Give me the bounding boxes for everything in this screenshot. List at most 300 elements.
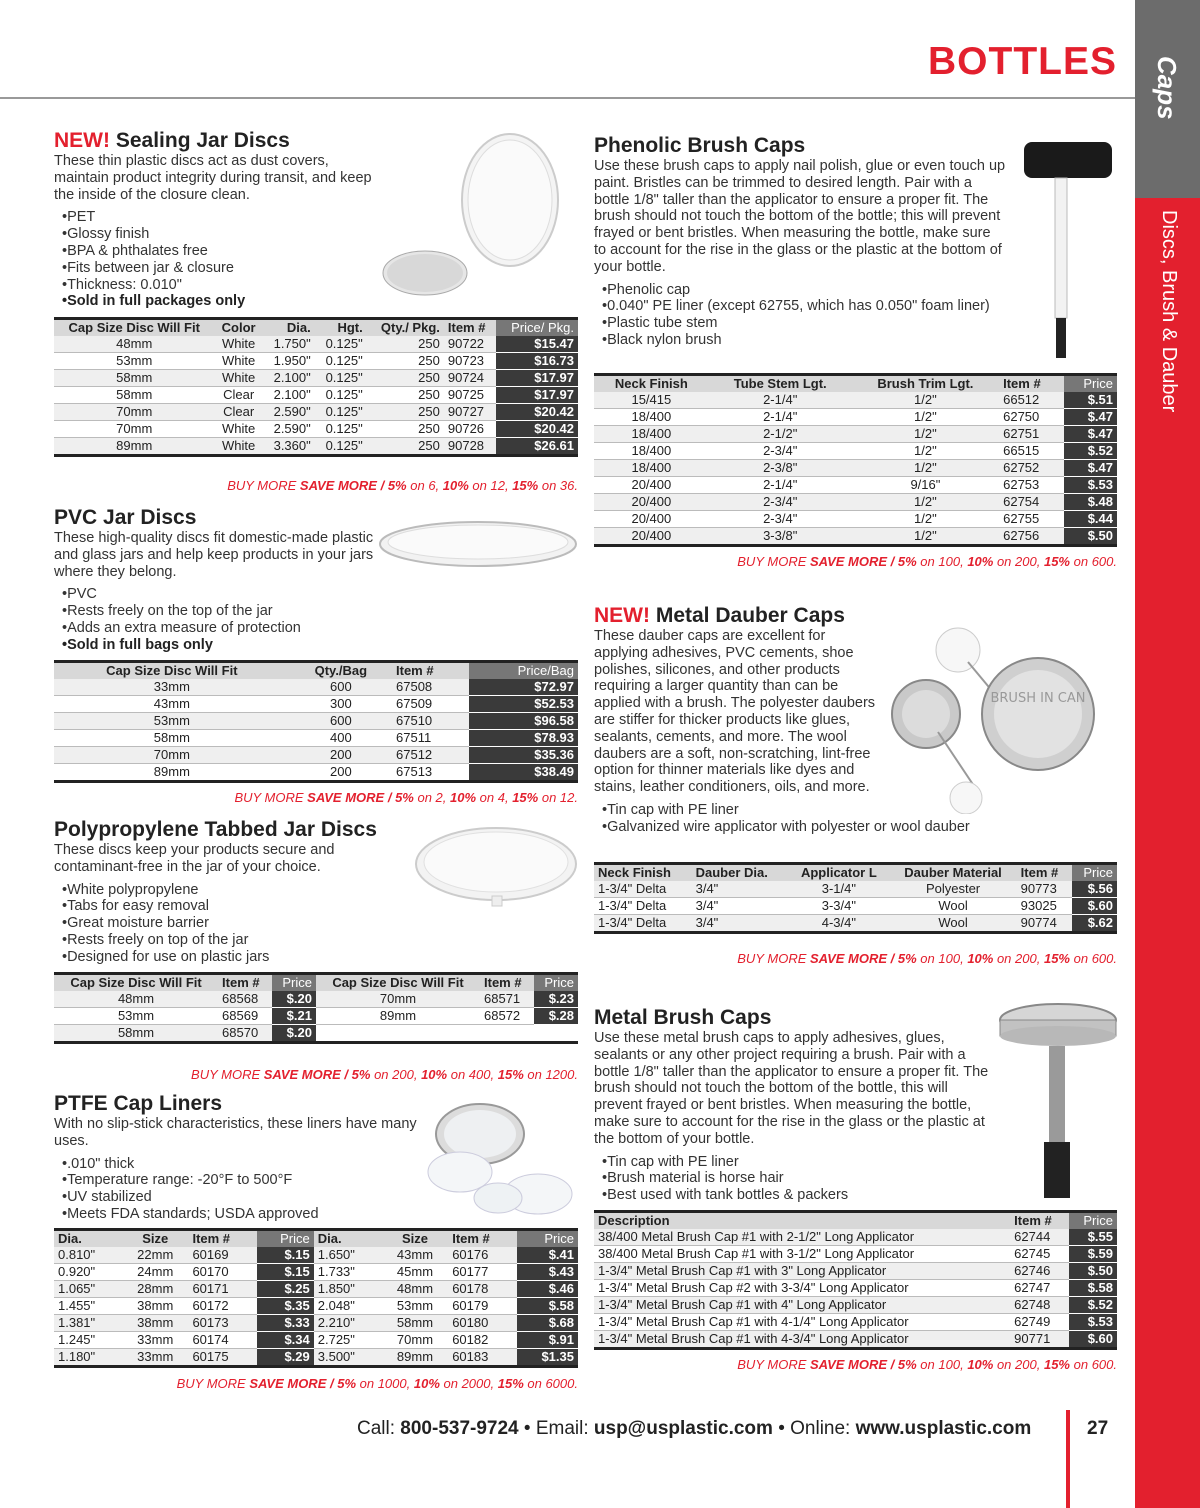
table-cell: 60172 xyxy=(188,1298,257,1315)
table-cell: 93025 xyxy=(1017,898,1072,915)
table-cell: 0.125" xyxy=(315,336,367,353)
table-cell: 90774 xyxy=(1017,915,1072,933)
table-cell: $.41 xyxy=(517,1247,578,1264)
caps-tab-label: Caps xyxy=(1152,56,1182,120)
feature-item: • Black nylon brush xyxy=(602,332,1006,349)
table-cell: 18/400 xyxy=(594,460,709,477)
section-title: Phenolic Brush Caps xyxy=(594,134,806,157)
table-row xyxy=(594,915,1117,933)
table-cell: $.47 xyxy=(1064,460,1117,477)
table-cell: 20/400 xyxy=(594,528,709,546)
feature-list xyxy=(54,586,384,653)
table-cell: 0.125" xyxy=(315,404,367,421)
table-cell: 300 xyxy=(290,696,392,713)
table-row xyxy=(594,1314,1117,1331)
table-cell: Wool xyxy=(889,915,1016,933)
column-header: Color xyxy=(214,319,262,337)
table-cell: 68571 xyxy=(480,991,534,1008)
feature-item: • Fits between jar & closure xyxy=(62,260,384,277)
table-cell: 3/4" xyxy=(692,881,789,898)
table-cell: $.43 xyxy=(517,1264,578,1281)
feature-item: • PET xyxy=(62,209,384,226)
feature-item: • Tin cap with PE liner xyxy=(602,802,1024,819)
cap-emboss-text: BRUSH IN CAN xyxy=(990,691,1086,706)
table-cell: $72.97 xyxy=(469,679,578,696)
table-cell: 600 xyxy=(290,713,392,730)
polypropylene-disc-image xyxy=(412,824,580,910)
table-cell: 43mm xyxy=(54,696,290,713)
table-cell: 53mm xyxy=(54,1008,218,1025)
table-cell: 15/415 xyxy=(594,392,709,409)
table-cell: Clear xyxy=(214,404,262,421)
table-row xyxy=(54,991,578,1008)
table-cell: 1.065" xyxy=(54,1281,122,1298)
table-cell: 2.210" xyxy=(314,1315,382,1332)
table-cell: 62745 xyxy=(1010,1246,1069,1263)
table-cell: $20.42 xyxy=(496,421,578,438)
table-cell: 2-1/4" xyxy=(709,392,852,409)
table-cell: $78.93 xyxy=(469,730,578,747)
table-cell: $20.42 xyxy=(496,404,578,421)
table-cell: 60176 xyxy=(448,1247,517,1264)
table-cell: $.20 xyxy=(272,1025,316,1043)
table-cell: 3.360" xyxy=(263,438,315,456)
table-cell: 60177 xyxy=(448,1264,517,1281)
table-cell: 62748 xyxy=(1010,1297,1069,1314)
table-cell: 0.920" xyxy=(54,1264,122,1281)
table-row xyxy=(54,1264,578,1281)
column-header: Item # xyxy=(1017,864,1072,882)
table-row xyxy=(594,392,1117,409)
table-cell: $.91 xyxy=(517,1332,578,1349)
column-header: Dia. xyxy=(314,1230,382,1248)
column-header: Price xyxy=(517,1230,578,1248)
section-description: These high-quality discs fit domestic-made plastic and glass jars and help keep products in your jars where they belong. xyxy=(54,530,374,580)
feature-item: • Rests freely on top of the jar xyxy=(62,932,414,949)
table-row xyxy=(594,881,1117,898)
table-row xyxy=(54,336,578,353)
table-cell: 62749 xyxy=(1010,1314,1069,1331)
polypropylene-table xyxy=(54,972,578,1044)
table-cell: 1.180" xyxy=(54,1349,122,1367)
table-cell: 38mm xyxy=(122,1315,188,1332)
feature-item: • BPA & phthalates free xyxy=(62,243,384,260)
table-cell: 62753 xyxy=(999,477,1064,494)
table-cell: 1/2" xyxy=(852,443,999,460)
table-cell: $26.61 xyxy=(496,438,578,456)
table-cell: $.50 xyxy=(1069,1263,1117,1280)
feature-item: • UV stabilized xyxy=(62,1189,434,1206)
feature-item: • Tin cap with PE liner xyxy=(602,1154,994,1171)
table-cell: $38.49 xyxy=(469,764,578,782)
table-cell: $.59 xyxy=(1069,1246,1117,1263)
table-cell: 3-3/8" xyxy=(709,528,852,546)
column-header: Dia. xyxy=(54,1230,122,1248)
table-cell: $.58 xyxy=(1069,1280,1117,1297)
table-cell: $15.47 xyxy=(496,336,578,353)
pvc-disc-image xyxy=(378,518,580,576)
table-cell: $1.35 xyxy=(517,1349,578,1367)
table-cell: 38/400 Metal Brush Cap #1 with 2-1/2" Long Applicator xyxy=(594,1229,1010,1246)
table-cell: 0.125" xyxy=(315,370,367,387)
table-cell: 38/400 Metal Brush Cap #1 with 3-1/2" Long Applicator xyxy=(594,1246,1010,1263)
table-cell: $.68 xyxy=(517,1315,578,1332)
table-cell: Clear xyxy=(214,387,262,404)
table-cell: Polyester xyxy=(889,881,1016,898)
table-row xyxy=(594,477,1117,494)
metal-brush-caps-section xyxy=(594,1006,994,1204)
column-header: Qty./ Pkg. xyxy=(367,319,444,337)
table-cell: 2-1/2" xyxy=(709,426,852,443)
table-row xyxy=(54,1008,578,1025)
feature-item: • Glossy finish xyxy=(62,226,384,243)
section-title: Metal Brush Caps xyxy=(594,1006,772,1029)
table-cell: 1-3/4" Metal Brush Cap #1 with 4-3/4" Long Applicator xyxy=(594,1331,1010,1349)
table-cell: 60171 xyxy=(188,1281,257,1298)
table-cell: 70mm xyxy=(316,991,480,1008)
table-cell: 90725 xyxy=(444,387,496,404)
table-cell: 2-1/4" xyxy=(709,409,852,426)
column-header: Size xyxy=(122,1230,188,1248)
table-cell: 1.245" xyxy=(54,1332,122,1349)
table-cell: 33mm xyxy=(122,1349,188,1367)
table-cell: $.47 xyxy=(1064,426,1117,443)
table-cell: $.58 xyxy=(517,1298,578,1315)
table-row xyxy=(594,898,1117,915)
table-cell: 20/400 xyxy=(594,511,709,528)
table-cell: 68568 xyxy=(218,991,272,1008)
table-cell: 1.733" xyxy=(314,1264,382,1281)
buy-more-note: BUY MORE SAVE MORE / 5% on 100, 10% on 200, 15% on 600. xyxy=(737,1357,1117,1372)
column-header: Item # xyxy=(999,375,1064,393)
table-cell: 1.381" xyxy=(54,1315,122,1332)
column-header: Item # xyxy=(1010,1212,1069,1230)
table-cell: 90726 xyxy=(444,421,496,438)
table-cell: 62750 xyxy=(999,409,1064,426)
pvc-jar-discs-section xyxy=(54,506,384,654)
table-cell: 2.725" xyxy=(314,1332,382,1349)
column-header: Item # xyxy=(218,974,272,992)
ptfe-liner-image xyxy=(420,1100,580,1218)
table-row xyxy=(594,443,1117,460)
table-cell: 60173 xyxy=(188,1315,257,1332)
table-cell: $.53 xyxy=(1064,477,1117,494)
sealing-jar-discs-section xyxy=(54,129,384,310)
table-cell: 90723 xyxy=(444,353,496,370)
table-cell: 1-3/4" Delta xyxy=(594,915,692,933)
column-header: Dauber Dia. xyxy=(692,864,789,882)
metal-brush-cap-image xyxy=(996,996,1118,1202)
table-cell: $17.97 xyxy=(496,387,578,404)
table-cell: 1.850" xyxy=(314,1281,382,1298)
table-cell: $.23 xyxy=(534,991,578,1008)
table-cell: 45mm xyxy=(382,1264,448,1281)
metal-brush-table xyxy=(594,1210,1117,1350)
table-cell: 0.125" xyxy=(315,438,367,456)
table-cell: 53mm xyxy=(382,1298,448,1315)
table-cell: 60174 xyxy=(188,1332,257,1349)
table-cell: 0.125" xyxy=(315,387,367,404)
column-header: Price/ Pkg. xyxy=(496,319,578,337)
footer-divider xyxy=(1066,1410,1070,1508)
section-title: NEW! Metal Dauber Caps xyxy=(594,604,845,627)
section-title: NEW! Sealing Jar Discs xyxy=(54,129,290,152)
table-cell: 1-3/4" Metal Brush Cap #1 with 3" Long Applicator xyxy=(594,1263,1010,1280)
column-header: Dauber Material xyxy=(889,864,1016,882)
table-cell: 1/2" xyxy=(852,409,999,426)
table-cell: White xyxy=(214,353,262,370)
feature-list xyxy=(54,1156,434,1223)
polypropylene-discs-section xyxy=(54,818,414,966)
table-cell: 68570 xyxy=(218,1025,272,1043)
table-cell: 1/2" xyxy=(852,528,999,546)
table-cell: 60178 xyxy=(448,1281,517,1298)
table-cell: 62751 xyxy=(999,426,1064,443)
table-cell: $.15 xyxy=(257,1247,314,1264)
table-cell: 0.125" xyxy=(315,353,367,370)
table-cell xyxy=(534,1025,578,1043)
phenolic-table xyxy=(594,373,1117,547)
table-cell: 43mm xyxy=(382,1247,448,1264)
column-header: Item # xyxy=(392,662,469,680)
column-header: Hgt. xyxy=(315,319,367,337)
table-cell: 62755 xyxy=(999,511,1064,528)
feature-item: • Phenolic cap xyxy=(602,282,1006,299)
table-cell: 60179 xyxy=(448,1298,517,1315)
phenolic-brush-caps-section xyxy=(594,134,1006,349)
table-cell: $.25 xyxy=(257,1281,314,1298)
table-cell: 250 xyxy=(367,370,444,387)
table-cell: 62754 xyxy=(999,494,1064,511)
table-cell: 70mm xyxy=(54,421,214,438)
table-cell: $.46 xyxy=(517,1281,578,1298)
table-cell: 62744 xyxy=(1010,1229,1069,1246)
table-cell: 1/2" xyxy=(852,460,999,477)
table-cell: 90728 xyxy=(444,438,496,456)
table-cell: 90727 xyxy=(444,404,496,421)
feature-item: • Thickness: 0.010" xyxy=(62,277,384,294)
table-cell: 70mm xyxy=(54,747,290,764)
discs-tab-label: Discs, Brush & Dauber xyxy=(1158,210,1180,413)
feature-item: • Sold in full packages only xyxy=(62,293,384,310)
table-cell: 89mm xyxy=(382,1349,448,1367)
table-cell: 67508 xyxy=(392,679,469,696)
table-row xyxy=(594,511,1117,528)
table-cell: $.33 xyxy=(257,1315,314,1332)
table-cell: 1/2" xyxy=(852,426,999,443)
website-link[interactable]: www.usplastic.com xyxy=(855,1418,1032,1439)
column-header: Neck Finish xyxy=(594,864,692,882)
table-row xyxy=(594,460,1117,477)
section-title: Polypropylene Tabbed Jar Discs xyxy=(54,818,377,841)
table-cell: 53mm xyxy=(54,713,290,730)
table-cell: $16.73 xyxy=(496,353,578,370)
sealing-table xyxy=(54,317,578,457)
table-cell: 2.590" xyxy=(263,404,315,421)
table-row xyxy=(594,1297,1117,1314)
phone-link[interactable]: 800-537-9724 xyxy=(400,1418,519,1439)
table-cell: 2-1/4" xyxy=(709,477,852,494)
feature-item: • 0.040" PE liner (except 62755, which has 0.050" foam liner) xyxy=(602,298,1006,315)
feature-item: • PVC xyxy=(62,586,384,603)
table-cell: 62756 xyxy=(999,528,1064,546)
table-row xyxy=(594,1263,1117,1280)
buy-more-note: BUY MORE SAVE MORE / 5% on 100, 10% on 200, 15% on 600. xyxy=(737,554,1117,569)
table-cell: 66512 xyxy=(999,392,1064,409)
table-cell: 22mm xyxy=(122,1247,188,1264)
dauber-table xyxy=(594,862,1117,934)
table-cell: $.35 xyxy=(257,1298,314,1315)
table-cell: $.34 xyxy=(257,1332,314,1349)
footer-contact: Call: 800-537-9724 • Email: usp@usplastic.com • Online: www.usplastic.com xyxy=(357,1418,1032,1439)
table-cell: 48mm xyxy=(54,336,214,353)
table-cell: 400 xyxy=(290,730,392,747)
table-cell: 90724 xyxy=(444,370,496,387)
table-row xyxy=(54,353,578,370)
phenolic-brush-cap-image xyxy=(1018,136,1118,361)
table-cell: 3.500" xyxy=(314,1349,382,1367)
ptfe-table xyxy=(54,1228,578,1368)
table-cell: White xyxy=(214,438,262,456)
table-cell: $.21 xyxy=(272,1008,316,1025)
table-cell: $52.53 xyxy=(469,696,578,713)
table-row xyxy=(594,1331,1117,1349)
buy-more-note: BUY MORE SAVE MORE / 5% on 2, 10% on 4, 15% on 12. xyxy=(234,790,578,805)
table-cell: 62752 xyxy=(999,460,1064,477)
table-cell: 2.100" xyxy=(263,387,315,404)
page-title: BOTTLES xyxy=(928,40,1117,83)
table-cell: 70mm xyxy=(382,1332,448,1349)
table-cell: 60182 xyxy=(448,1332,517,1349)
section-description: Use these brush caps to apply nail polish, glue or even touch up paint. Bristles can be trimmed to desired length. Pair with a bottle 1/8" taller than the applicator to ensure a proper fit. The brush should not touch the bottom of the bottle; this will prevent frayed or bent bristles. When measuring the bottle, make sure to account for the rise in the glass or the plastic at the bottom of your bottle. xyxy=(594,158,1006,275)
column-header: Item # xyxy=(444,319,496,337)
table-cell: 58mm xyxy=(382,1315,448,1332)
table-cell: 60169 xyxy=(188,1247,257,1264)
table-cell: 48mm xyxy=(382,1281,448,1298)
page-number: 27 xyxy=(1087,1418,1109,1439)
table-cell: 60170 xyxy=(188,1264,257,1281)
table-cell: $.62 xyxy=(1072,915,1117,933)
feature-item: • Great moisture barrier xyxy=(62,915,414,932)
column-header: Item # xyxy=(480,974,534,992)
table-row xyxy=(594,528,1117,546)
buy-more-note: BUY MORE SAVE MORE / 5% on 100, 10% on 200, 15% on 600. xyxy=(737,951,1117,966)
table-cell: 1-3/4" Delta xyxy=(594,881,692,898)
table-cell: $.15 xyxy=(257,1264,314,1281)
table-cell: $.48 xyxy=(1064,494,1117,511)
column-header: Price xyxy=(1072,864,1117,882)
column-header: Cap Size Disc Will Fit xyxy=(316,974,480,992)
feature-item: • .010" thick xyxy=(62,1156,434,1173)
column-header: Dia. xyxy=(263,319,315,337)
table-row xyxy=(54,421,578,438)
table-cell: 89mm xyxy=(316,1008,480,1025)
table-cell: $.29 xyxy=(257,1349,314,1367)
feature-item: • Adds an extra measure of protection xyxy=(62,620,384,637)
email-link[interactable]: usp@usplastic.com xyxy=(593,1418,773,1439)
table-cell: 1/2" xyxy=(852,494,999,511)
table-cell: 89mm xyxy=(54,438,214,456)
table-cell: 0.810" xyxy=(54,1247,122,1264)
section-description: Use these metal brush caps to apply adhesives, glues, sealants or any other project requiring a brush. Pair with a bottle 1/8" taller than the applicator to ensure a proper fit. The brush should not touch the bottom of the bottle, this will prevent frayed or bent bristles. When measuring the bottle, make sure to account for the rise in the glass or the plastic at the bottom of your bottle. xyxy=(594,1030,989,1147)
table-cell: 250 xyxy=(367,353,444,370)
table-cell: 4-3/4" xyxy=(788,915,889,933)
table-row xyxy=(594,426,1117,443)
feature-item: • Tabs for easy removal xyxy=(62,898,414,915)
ptfe-cap-liners-section xyxy=(54,1092,434,1223)
table-cell: 58mm xyxy=(54,387,214,404)
feature-item: • White polypropylene xyxy=(62,882,414,899)
table-row xyxy=(594,409,1117,426)
table-row xyxy=(54,747,578,764)
column-header: Qty./Bag xyxy=(290,662,392,680)
table-row xyxy=(54,730,578,747)
section-description: These thin plastic discs act as dust covers, maintain product integrity during transit, and keep the inside of the closure clean. xyxy=(54,153,372,203)
column-header: Cap Size Disc Will Fit xyxy=(54,974,218,992)
table-cell: $.51 xyxy=(1064,392,1117,409)
table-cell: 28mm xyxy=(122,1281,188,1298)
buy-more-note: BUY MORE SAVE MORE / 5% on 200, 10% on 400, 15% on 1200. xyxy=(191,1067,578,1082)
table-row xyxy=(54,1025,578,1043)
column-header: Price xyxy=(1064,375,1117,393)
section-title: PTFE Cap Liners xyxy=(54,1092,223,1115)
table-cell: $.20 xyxy=(272,991,316,1008)
table-cell: 66515 xyxy=(999,443,1064,460)
column-header: Description xyxy=(594,1212,1010,1230)
table-row xyxy=(54,404,578,421)
table-cell: $.52 xyxy=(1069,1297,1117,1314)
table-cell: 1-3/4" Metal Brush Cap #2 with 3-3/4" Long Applicator xyxy=(594,1280,1010,1297)
feature-item: • Rests freely on the top of the jar xyxy=(62,603,384,620)
table-row xyxy=(54,713,578,730)
table-row xyxy=(54,1281,578,1298)
table-row xyxy=(54,679,578,696)
table-cell: 60175 xyxy=(188,1349,257,1367)
feature-list xyxy=(54,209,384,310)
feature-item: • Sold in full bags only xyxy=(62,637,384,654)
feature-item: • Best used with tank bottles & packers xyxy=(602,1187,994,1204)
table-cell: 2.100" xyxy=(263,370,315,387)
table-cell: White xyxy=(214,336,262,353)
feature-list xyxy=(594,1154,994,1204)
table-cell: 2-3/4" xyxy=(709,443,852,460)
table-cell: 38mm xyxy=(122,1298,188,1315)
table-cell: 62746 xyxy=(1010,1263,1069,1280)
table-cell: 67510 xyxy=(392,713,469,730)
sealing-disc-image xyxy=(380,128,580,300)
table-cell: 250 xyxy=(367,336,444,353)
table-cell: $.53 xyxy=(1069,1314,1117,1331)
table-cell xyxy=(316,1025,480,1043)
feature-item: • Plastic tube stem xyxy=(602,315,1006,332)
table-row xyxy=(54,387,578,404)
table-cell: Wool xyxy=(889,898,1016,915)
table-row xyxy=(54,696,578,713)
table-cell: 1/2" xyxy=(852,511,999,528)
table-cell: 90771 xyxy=(1010,1331,1069,1349)
table-row xyxy=(54,438,578,456)
feature-list xyxy=(54,882,414,966)
column-header: Cap Size Disc Will Fit xyxy=(54,319,214,337)
table-cell: 2-3/4" xyxy=(709,494,852,511)
column-header: Price xyxy=(272,974,316,992)
section-title: PVC Jar Discs xyxy=(54,506,197,529)
table-cell: 250 xyxy=(367,421,444,438)
table-cell: 250 xyxy=(367,387,444,404)
table-cell: 2.048" xyxy=(314,1298,382,1315)
table-cell: 600 xyxy=(290,679,392,696)
table-cell: 1.950" xyxy=(263,353,315,370)
